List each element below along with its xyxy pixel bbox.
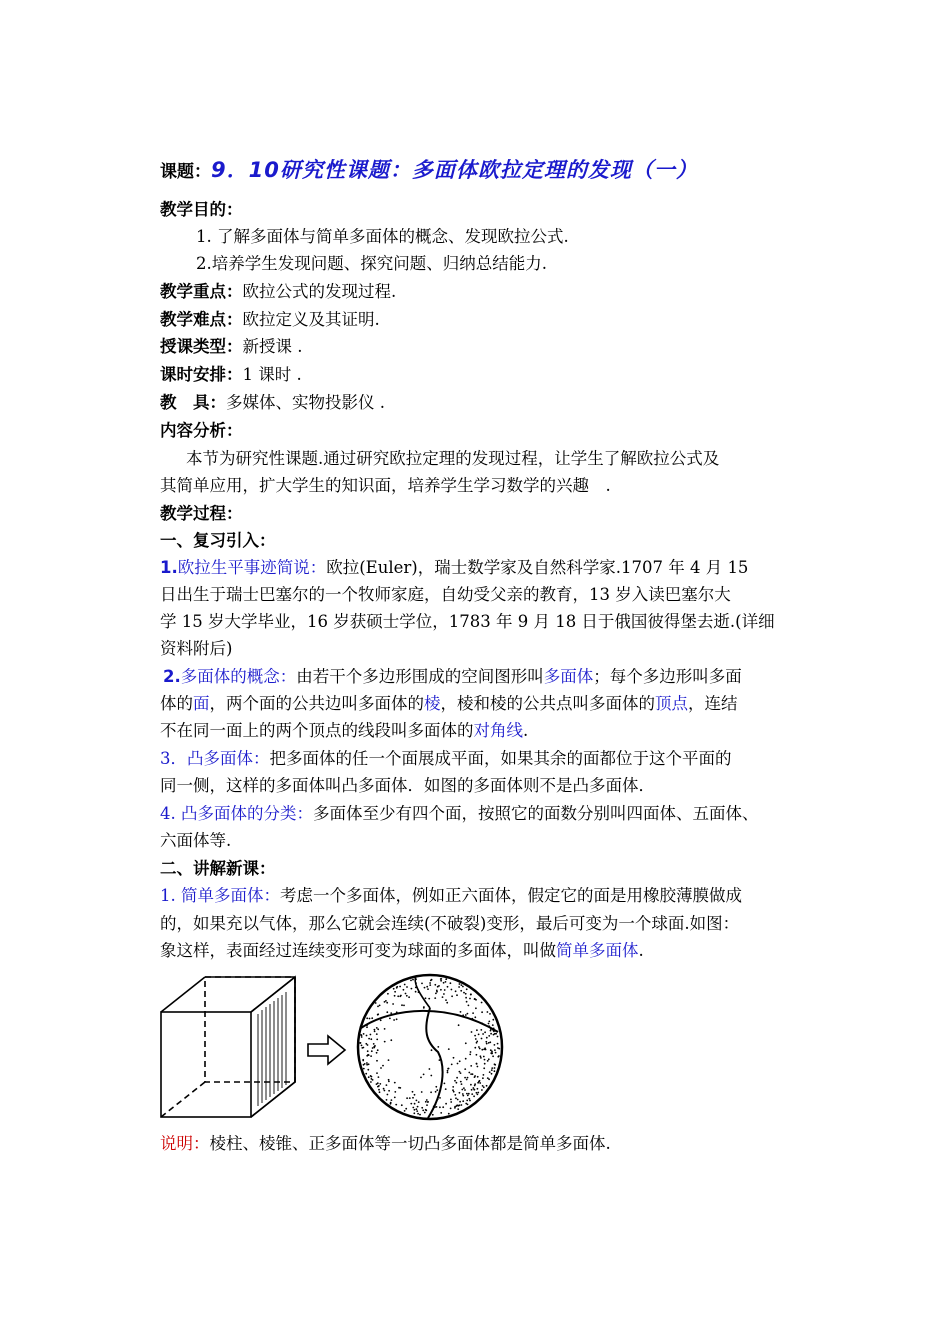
note-text: 棱柱、棱锥、正多面体等一切凸多面体都是简单多面体. [209, 1134, 611, 1153]
paragraph-text: 欧拉(Euler)，瑞士数学家及自然科学家.1707 年 4 月 15 [326, 558, 749, 577]
meta-value: 欧拉定义及其证明. [242, 310, 380, 329]
meta-value: 欧拉公式的发现过程. [242, 282, 397, 301]
polyhedron-concept-line [160, 690, 738, 717]
paragraph-text: 体的 [160, 694, 193, 713]
simple-polyhedron-term: 1. 简单多面体： [160, 886, 280, 905]
convex-classification-line: 六面体等. [160, 831, 232, 850]
meta-value: 1 课时 . [242, 365, 302, 384]
convex-polyhedron-line: 同一侧，这样的多面体叫凸多面体．如图的多面体则不是凸多面体． [160, 776, 655, 795]
meta-value: 多媒体、实物投影仪 . [226, 393, 385, 412]
paragraph-text: 不在同一面上的两个顶点的线段叫多面体的 [160, 721, 474, 740]
arrow-icon [308, 1036, 345, 1064]
keyword-simple-polyhedron: 简单多面体 [556, 941, 639, 960]
analysis-line: 本节为研究性课题.通过研究欧拉定理的发现过程，让学生了解欧拉公式及 [186, 449, 720, 468]
keyword-vertex: 顶点 [655, 694, 688, 713]
cube-figure [161, 977, 295, 1117]
paragraph-text: ；每个多边形叫多面 [593, 667, 742, 686]
new-lesson-heading: 二、讲解新课： [160, 859, 276, 878]
title-text: 9．10研究性课题：多面体欧拉定理的发现（一） [211, 158, 698, 182]
keyword-face: 面 [193, 694, 210, 713]
sphere-shading [359, 978, 500, 1116]
paragraph-text: . [523, 721, 529, 740]
euler-bio-term: 欧拉生平事迹简说： [177, 558, 327, 577]
convex-classification-term: 4. 凸多面体的分类： [160, 804, 313, 823]
euler-bio-line [160, 554, 748, 581]
paragraph-text: 多面体至少有四个面，按照它的面数分别叫四面体、五面体、 [313, 804, 759, 823]
simple-polyhedron-line [160, 937, 644, 964]
paragraph-text: ，两个面的公共边叫多面体的 [209, 694, 424, 713]
objective-item: 1. 了解多面体与简单多面体的概念、发现欧拉公式. [196, 227, 569, 246]
item-number: 1. [160, 558, 178, 577]
meta-label: 教学重点： [160, 282, 243, 301]
paragraph-text: 由若干个多边形围成的空间图形叫 [296, 667, 544, 686]
polyhedron-concept-term: 多面体的概念： [180, 667, 297, 686]
convex-classification-line [160, 800, 759, 827]
keyword-diagonal: 对角线 [473, 721, 523, 740]
item-number: 2. [163, 667, 181, 686]
simple-polyhedron-line: 的，如果充以气体，那么它就会连续(不破裂)变形，最后可变为一个球面.如图： [160, 914, 740, 933]
review-heading: 一、复习引入： [160, 531, 276, 550]
meta-value: 新授课 . [242, 337, 303, 356]
meta-row-hours [160, 361, 302, 388]
note-line [160, 1130, 611, 1157]
meta-row-type [160, 333, 303, 360]
sphere-figure [358, 975, 502, 1119]
keyword-edge: 棱 [424, 694, 441, 713]
lesson-title [160, 157, 698, 186]
convex-polyhedron-term: 3．凸多面体： [160, 749, 270, 768]
meta-label: 课时安排： [160, 365, 243, 384]
analysis-line: 其简单应用，扩大学生的知识面，培养学生学习数学的兴趣 . [160, 476, 611, 495]
polyhedron-concept-line [160, 717, 528, 744]
cube-to-sphere-figure [158, 972, 638, 1122]
note-label: 说明： [160, 1134, 210, 1153]
paragraph-text: 考虑一个多面体，例如正六面体，假定它的面是用橡胶薄膜做成 [280, 886, 742, 905]
meta-label: 教 具： [160, 393, 226, 412]
paragraph-text: . [638, 941, 644, 960]
objective-item: 2.培养学生发现问题、探究问题、归纳总结能力. [196, 254, 547, 273]
meta-row-difficulty [160, 306, 380, 333]
keyword-polyhedron: 多面体 [543, 667, 594, 686]
euler-bio-line: 学 15 岁大学毕业，16 岁获硕士学位，1783 年 9 月 18 日于俄国彼得堡去逝.(详细 [160, 612, 775, 631]
title-label: 课题： [160, 162, 211, 182]
meta-label: 授课类型： [160, 337, 243, 356]
polyhedron-concept-line [163, 663, 742, 690]
paragraph-text: 象这样，表面经过连续变形可变为球面的多面体，叫做 [160, 941, 556, 960]
meta-label: 教学难点： [160, 310, 243, 329]
euler-bio-line: 日出生于瑞士巴塞尔的一个牧师家庭，自幼受父亲的教育，13 岁入读巴塞尔大 [160, 585, 731, 604]
analysis-heading: 内容分析： [160, 421, 243, 440]
paragraph-text: ，连结 [688, 694, 738, 713]
meta-row-tools [160, 389, 385, 416]
paragraph-text: 把多面体的任一个面展成平面，如果其余的面都位于这个平面的 [269, 749, 732, 768]
euler-bio-line: 资料附后) [160, 639, 233, 658]
cube-shading [258, 992, 286, 1106]
process-heading: 教学过程： [160, 504, 243, 523]
objectives-heading: 教学目的： [160, 200, 243, 219]
meta-row-key-point [160, 278, 396, 305]
convex-polyhedron-line [160, 745, 732, 772]
paragraph-text: ，棱和棱的公共点叫多面体的 [440, 694, 655, 713]
simple-polyhedron-line [160, 882, 742, 909]
